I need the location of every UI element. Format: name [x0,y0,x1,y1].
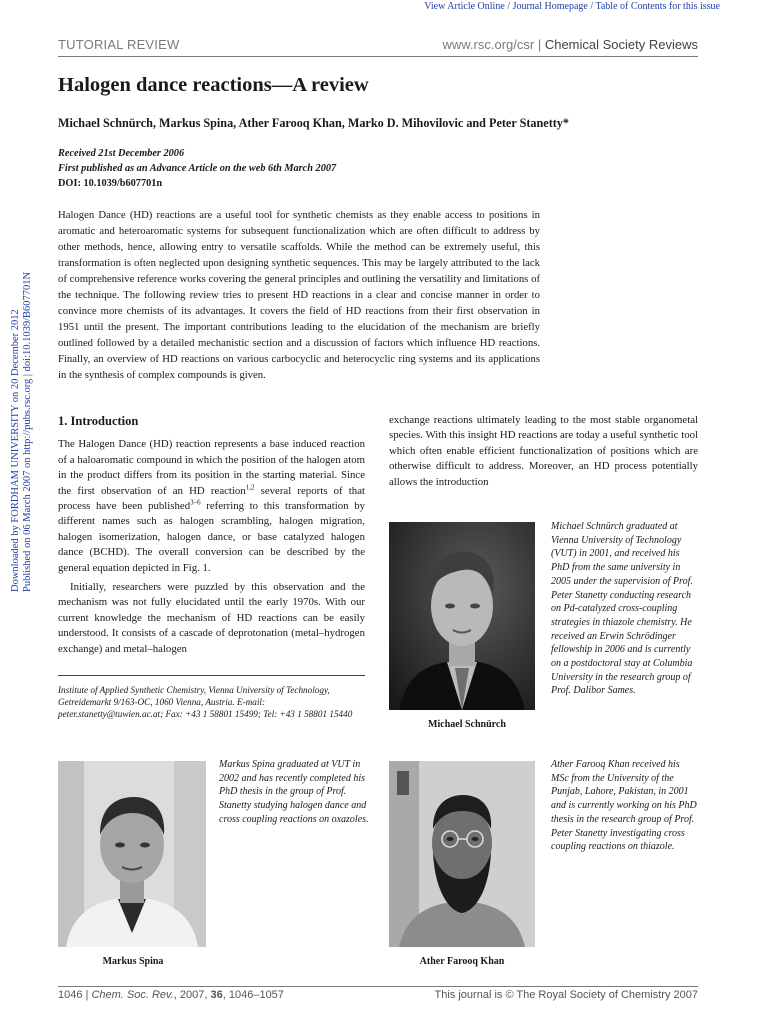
bio-khan: Ather Farooq Khan received his MSc from the University of the Punjab, Lahore, Pakistan, in 2001 and is currently working on his PhD thesis in the research group of Prof. Peter Stanetty investigating cross coupling reactions on thiazole. [551,759,697,853]
view-article-online-link[interactable]: View Article Online [424,1,505,12]
downloaded-notice: Downloaded by FORDHAM UNIVERSITY on 20 December 2012 [10,309,21,592]
intro-paragraph-3: exchange reactions ultimately leading to the most stable organometal species. With this insight HD reactions are today a useful synthetic tool which often enable efficient functionalization of positions which are otherwise difficult to address. Moreover, an HD process potentially allows the introduction [389,414,698,488]
bio-spina: Markus Spina graduated at VUT in 2002 and has recently completed his PhD thesis in the group of Prof. Stanetty studying halogen dance and cross coupling reactions on oxazoles. [219,759,369,825]
received-date: Received 21st December 2006 [58,148,185,159]
portrait-khan [389,761,535,947]
citation-ref[interactable]: 3–6 [190,498,201,507]
journal-reference [442,37,698,52]
section-heading: 1. Introduction [58,414,139,428]
author-affiliation: Institute of Applied Synthetic Chemistry, Vienna University of Technology, Getreidemarkt 9/163-OC, 1060 Vienna, Austria. E-mail: peter.stanetty@tuwien.ac.at; Fax: +43 1 58801 15499; Tel: +43 1 58801 15440 [58,675,365,720]
journal-name: Chemical Society Reviews [544,37,698,52]
bio-schnuerch: Michael Schnürch graduated at Vienna University of Technology (VUT) in 2001, and received his PhD from the same university in 2005 under the supervision of Prof. Peter Stanetty conducting research on Pd-catalyzed cross-coupling strategies in thiazole chemistry. He received an Erwin Schrödinger fellowship in 2006 and is currently on a postdoctoral stay at Columbia University in the research group of Prof. Dalibor Sames. [551,521,693,697]
section-label: TUTORIAL REVIEW [58,37,180,52]
article-title: Halogen dance reactions—A review [58,74,369,96]
published-notice[interactable]: Published on 06 March 2007 on http://pubs.rsc.org | doi:10.1039/B607701N [22,271,33,592]
footer-citation: 1046 | Chem. Soc. Rev., 2007, 36, 1046–1057 [58,989,284,1001]
footer-divider: | [82,989,92,1001]
page-number: 1046 [58,989,83,1001]
download-sidebar [10,272,34,592]
portrait-caption: Markus Spina [102,956,164,967]
citation-ref[interactable]: 1,2 [245,483,255,492]
abstract: Halogen Dance (HD) reactions are a useful tool for synthetic chemists as they enable access to positions in aromatic and heteroaromatic systems for subsequent functionalization which are often difficult to address by other methods, hence, allowing entry to versatile scaffolds. While the method can be extremely useful, this transformation is often neglected upon designing synthetic sequences. This may be largely attributed to the lack of comprehensive reference works covering the general principles and outlining the versatility and limitations of the technique. The following review tries to present HD reactions in a clear and concise manner in order to convince more chemists of its advantages. It covers the field of HD reactions from their first observation in 1951 until the present. The important contributions leading to the elucidation of the mechanism are briefly outlined followed by a detailed mechanistic section and a discussion of factors which influence HD reactions. Finally, an overview of HD reactions on various carbocyclic and heterocyclic ring systems and its applications in the synthesis of complex compounds is given. [58,209,540,381]
journal-abbreviation: Chem. Soc. Rev. [91,989,174,1001]
intro-paragraph-2: Initially, researchers were puzzled by this observation and the mechanism was not fully elucidated until the early 1970s. With our current knowledge the mechanism of HD reactions can be easily understood. It consists of a cascade of deprotonation (metal–hydrogen exchange) and metal–halogen [58,581,365,655]
header-divider: | [534,37,545,52]
link-separator: / [504,1,513,12]
portrait-spina [58,761,206,947]
first-published-date: First published as an Advance Article on the web 6th March 2007 [58,163,337,174]
running-header [58,36,698,57]
intro-paragraph-1: The Halogen Dance (HD) reaction represents a base induced reaction of a haloaromatic compound in which the position of the halogen atom in the product differs from its position in the starting material. Since the first observation of an HD reaction$^{1,2}$ several reports of that process have been published$^{3-6}$ referring to this transformation by different names such as halogen scrambling, halogen migration, halogen isomerization, halogen dance, or base catalyzed halogen dance (BCHD). The overall conversion can be described by the general equation depicted in Fig. 1. [58,438,365,574]
portrait-caption: Ather Farooq Khan [419,956,505,967]
copyright-notice: This journal is © The Royal Society of Chemistry 2007 [434,989,698,1001]
publication-dates [58,146,336,191]
journal-url[interactable]: www.rsc.org/csr [442,37,535,52]
table-of-contents-link[interactable]: Table of Contents for this issue [595,1,720,12]
journal-homepage-link[interactable]: Journal Homepage [512,1,588,12]
portrait-caption: Michael Schnürch [428,719,506,730]
doi[interactable]: DOI: 10.1039/b607701n [58,178,163,189]
portrait-schnuerch [389,522,535,710]
intro-column-left [58,414,365,657]
volume-number: 36 [210,989,223,1001]
author-list: Michael Schnürch, Markus Spina, Ather Farooq Khan, Marko D. Mihovilovic and Peter Stanetty* [58,116,569,130]
top-links [424,1,720,12]
page-footer [58,986,698,1005]
link-separator: / [587,1,596,12]
intro-column-right [389,413,698,490]
